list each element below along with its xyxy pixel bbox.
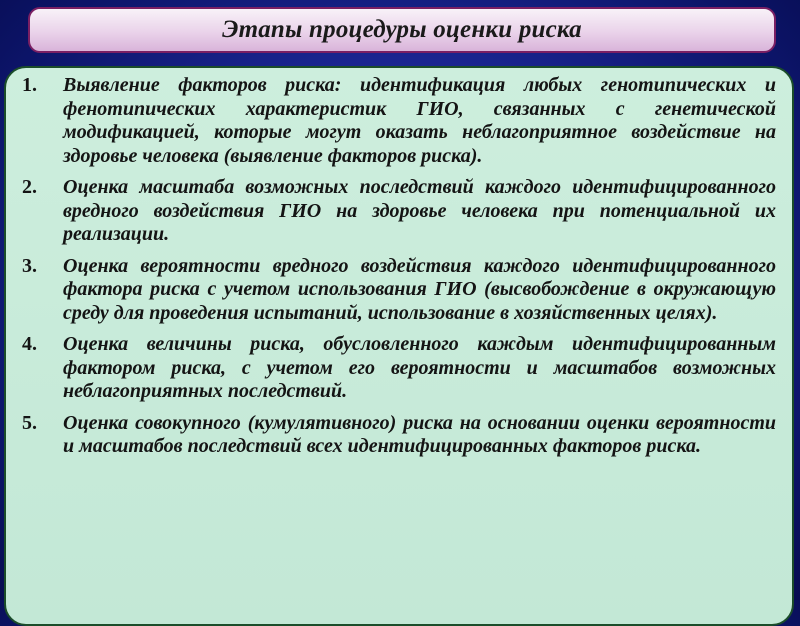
step-text: Оценка совокупного (кумулятивного) риска на основании оценки вероятности и масштабов последствий всех идентифицированных факторов риска. (63, 411, 776, 457)
step-number: 5. (22, 411, 37, 434)
step-number: 3. (22, 254, 37, 277)
step-text: Выявление факторов риска: идентификация любых генотипических и фенотипических характеристик ГИО, связанных с генетической модификацией, которые могут оказать неблагоприятное воздействие на здоровье человека (выявление факторов риска). (63, 74, 776, 167)
step-item-5 (22, 412, 776, 459)
step-text: Оценка вероятности вредного воздействия каждого идентифицированного фактора риска с учетом использования ГИО (высвобождение в окружающую среду для проведения испытаний, использование в хозяйственных целях). (63, 254, 776, 324)
step-item-2 (22, 176, 776, 247)
step-item-3 (22, 255, 776, 326)
title-banner (28, 7, 776, 53)
content-panel (4, 66, 794, 626)
step-item-1 (22, 74, 776, 168)
steps-list (22, 74, 776, 459)
step-text: Оценка величины риска, обусловленного каждым идентифицированным фактором риска, с учетом его вероятности и масштабов возможных неблагоприятных последствий. (63, 333, 776, 402)
step-number: 1. (22, 74, 37, 96)
step-text: Оценка масштаба возможных последствий каждого идентифицированного вредного воздействия ГИО на здоровье человека при потенциальной их реализации. (63, 176, 776, 245)
step-number: 2. (22, 176, 37, 198)
step-number: 4. (22, 333, 37, 355)
slide-title: Этапы процедуры оценки риска (222, 16, 582, 43)
step-item-4 (22, 333, 776, 404)
